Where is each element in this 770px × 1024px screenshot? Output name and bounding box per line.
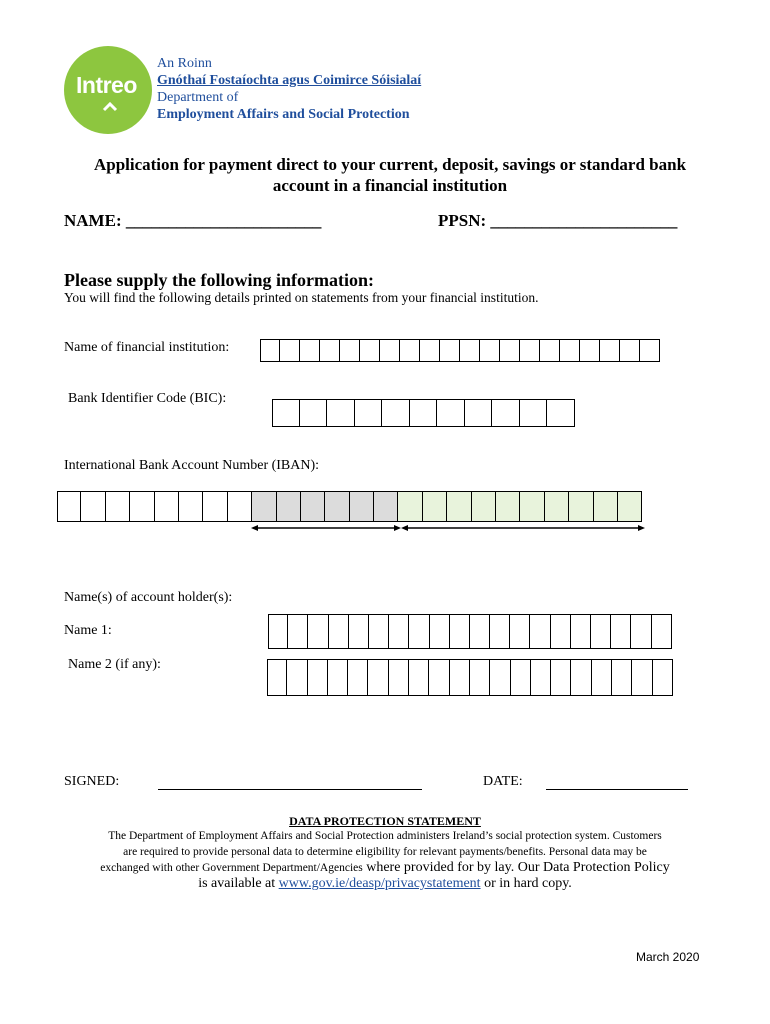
char-box[interactable] (287, 659, 307, 696)
char-box[interactable] (592, 659, 612, 696)
data-protection-heading: DATA PROTECTION STATEMENT (289, 814, 481, 828)
char-box[interactable] (437, 399, 465, 427)
supply-subtext: You will find the following details printed on statements from your financial institution. (64, 290, 539, 305)
name1-boxes[interactable] (268, 614, 672, 649)
data-protection-statement (52, 828, 718, 892)
char-box[interactable] (551, 659, 571, 696)
char-box[interactable] (511, 659, 531, 696)
char-box[interactable] (470, 614, 490, 649)
dp-line4a: is available at (198, 876, 279, 891)
char-box[interactable] (640, 339, 660, 362)
char-box[interactable] (429, 659, 449, 696)
char-box[interactable] (268, 614, 288, 649)
char-box[interactable] (460, 339, 480, 362)
iban-char-box[interactable] (277, 491, 301, 522)
char-box[interactable] (490, 614, 510, 649)
char-box[interactable] (520, 339, 540, 362)
institution-boxes[interactable] (260, 339, 660, 362)
char-box[interactable] (500, 339, 520, 362)
bic-boxes[interactable] (272, 399, 575, 427)
char-box[interactable] (340, 339, 360, 362)
iban-char-box[interactable] (155, 491, 179, 522)
iban-char-box[interactable] (130, 491, 154, 522)
char-box[interactable] (420, 339, 440, 362)
iban-char-box[interactable] (520, 491, 544, 522)
iban-char-box[interactable] (350, 491, 374, 522)
char-box[interactable] (267, 659, 287, 696)
char-box[interactable] (653, 659, 673, 696)
name2-label: Name 2 (if any): (68, 657, 161, 672)
char-box[interactable] (280, 339, 300, 362)
char-box[interactable] (308, 614, 328, 649)
dp-line4b: or in hard copy. (480, 876, 572, 891)
title-line2: account in a financial institution (272, 176, 508, 195)
iban-char-box[interactable] (179, 491, 203, 522)
char-box[interactable] (349, 614, 369, 649)
char-box[interactable] (631, 614, 651, 649)
char-box[interactable] (530, 614, 550, 649)
dept-line4: Employment Affairs and Social Protection (157, 107, 410, 122)
char-box[interactable] (329, 614, 349, 649)
char-box[interactable] (571, 614, 591, 649)
char-box[interactable] (368, 659, 388, 696)
form-date-note: March 2020 (636, 950, 700, 964)
dept-line2: Gnóthaí Fostaíochta agus Coimirce Sóisialaí (157, 73, 422, 88)
iban-char-box[interactable] (203, 491, 227, 522)
signature-line[interactable] (158, 789, 422, 790)
char-box[interactable] (560, 339, 580, 362)
char-box[interactable] (380, 339, 400, 362)
char-box[interactable] (510, 614, 530, 649)
char-box[interactable] (430, 614, 450, 649)
dp-line4 (52, 876, 718, 892)
form-title (40, 154, 740, 196)
char-box[interactable] (580, 339, 600, 362)
char-box[interactable] (369, 614, 389, 649)
char-box[interactable] (547, 399, 575, 427)
char-box[interactable] (490, 659, 510, 696)
char-box[interactable] (520, 399, 548, 427)
bic-label: Bank Identifier Code (BIC): (68, 391, 227, 406)
signed-label: SIGNED: (64, 774, 120, 789)
dept-line1: An Roinn (157, 56, 212, 71)
char-box[interactable] (611, 614, 631, 649)
char-box[interactable] (400, 339, 420, 362)
dp-line3 (52, 860, 718, 876)
dp-line3a: exchanged with other Government Department/Agencies (100, 862, 363, 874)
iban-char-box[interactable] (398, 491, 422, 522)
iban-char-box[interactable] (618, 491, 642, 522)
date-line[interactable] (546, 789, 688, 790)
holders-label: Name(s) of account holder(s): (64, 590, 233, 605)
char-box[interactable] (531, 659, 551, 696)
title-line1: Application for payment direct to your current, deposit, savings or standard bank (93, 155, 687, 174)
char-box[interactable] (288, 614, 308, 649)
char-box[interactable] (409, 659, 429, 696)
char-box[interactable] (327, 399, 355, 427)
char-box[interactable] (540, 339, 560, 362)
char-box[interactable] (300, 339, 320, 362)
char-box[interactable] (450, 659, 470, 696)
institution-label: Name of financial institution: (64, 340, 230, 355)
char-box[interactable] (620, 339, 640, 362)
iban-boxes[interactable] (57, 491, 642, 522)
char-box[interactable] (551, 614, 571, 649)
dp-line3b: where provided for by lay. Our Data Protection Policy (362, 860, 670, 875)
char-box[interactable] (389, 659, 409, 696)
char-box[interactable] (492, 399, 520, 427)
supply-heading: Please supply the following information: (64, 270, 375, 290)
iban-char-box[interactable] (228, 491, 252, 522)
iban-char-box[interactable] (423, 491, 447, 522)
char-box[interactable] (389, 614, 409, 649)
iban-char-box[interactable] (374, 491, 398, 522)
char-box[interactable] (360, 339, 380, 362)
char-box[interactable] (409, 614, 429, 649)
iban-arrows (250, 521, 650, 535)
iban-label: International Bank Account Number (IBAN): (64, 458, 320, 473)
iban-char-box[interactable] (325, 491, 349, 522)
char-box[interactable] (440, 339, 460, 362)
logo-chevron-icon (100, 100, 120, 112)
char-box[interactable] (652, 614, 672, 649)
iban-char-box[interactable] (106, 491, 130, 522)
iban-char-box[interactable] (472, 491, 496, 522)
name-field[interactable]: NAME: _______________________ (64, 211, 322, 230)
char-box[interactable] (480, 339, 500, 362)
iban-char-box[interactable] (594, 491, 618, 522)
char-box[interactable] (300, 399, 328, 427)
iban-char-box[interactable] (447, 491, 471, 522)
char-box[interactable] (348, 659, 368, 696)
ppsn-field[interactable]: PPSN: ______________________ (438, 211, 678, 230)
iban-char-box[interactable] (301, 491, 325, 522)
dp-line1: The Department of Employment Affairs and Social Protection administers Ireland’s social protection system. Customers (108, 830, 662, 842)
iban-char-box[interactable] (569, 491, 593, 522)
iban-char-box[interactable] (252, 491, 276, 522)
char-box[interactable] (571, 659, 591, 696)
char-box[interactable] (272, 399, 300, 427)
logo-text: Intreo (76, 72, 137, 98)
char-box[interactable] (410, 399, 438, 427)
name1-label: Name 1: (64, 623, 112, 638)
char-box[interactable] (260, 339, 280, 362)
iban-char-box[interactable] (81, 491, 105, 522)
date-label: DATE: (483, 774, 523, 789)
char-box[interactable] (591, 614, 611, 649)
name2-boxes[interactable] (267, 659, 673, 696)
privacy-statement-link[interactable]: www.gov.ie/deasp/privacystatement (278, 876, 481, 891)
char-box[interactable] (632, 659, 652, 696)
char-box[interactable] (355, 399, 383, 427)
char-box[interactable] (465, 399, 493, 427)
dept-line3: Department of (157, 90, 239, 105)
char-box[interactable] (382, 399, 410, 427)
iban-char-box[interactable] (57, 491, 81, 522)
department-name (157, 55, 421, 123)
char-box[interactable] (328, 659, 348, 696)
char-box[interactable] (600, 339, 620, 362)
char-box[interactable] (470, 659, 490, 696)
char-box[interactable] (450, 614, 470, 649)
char-box[interactable] (308, 659, 328, 696)
iban-char-box[interactable] (545, 491, 569, 522)
dp-line2: are required to provide personal data to determine eligibility for relevant payments/benefits. Personal data may be (123, 846, 647, 858)
iban-char-box[interactable] (496, 491, 520, 522)
char-box[interactable] (320, 339, 340, 362)
char-box[interactable] (612, 659, 632, 696)
